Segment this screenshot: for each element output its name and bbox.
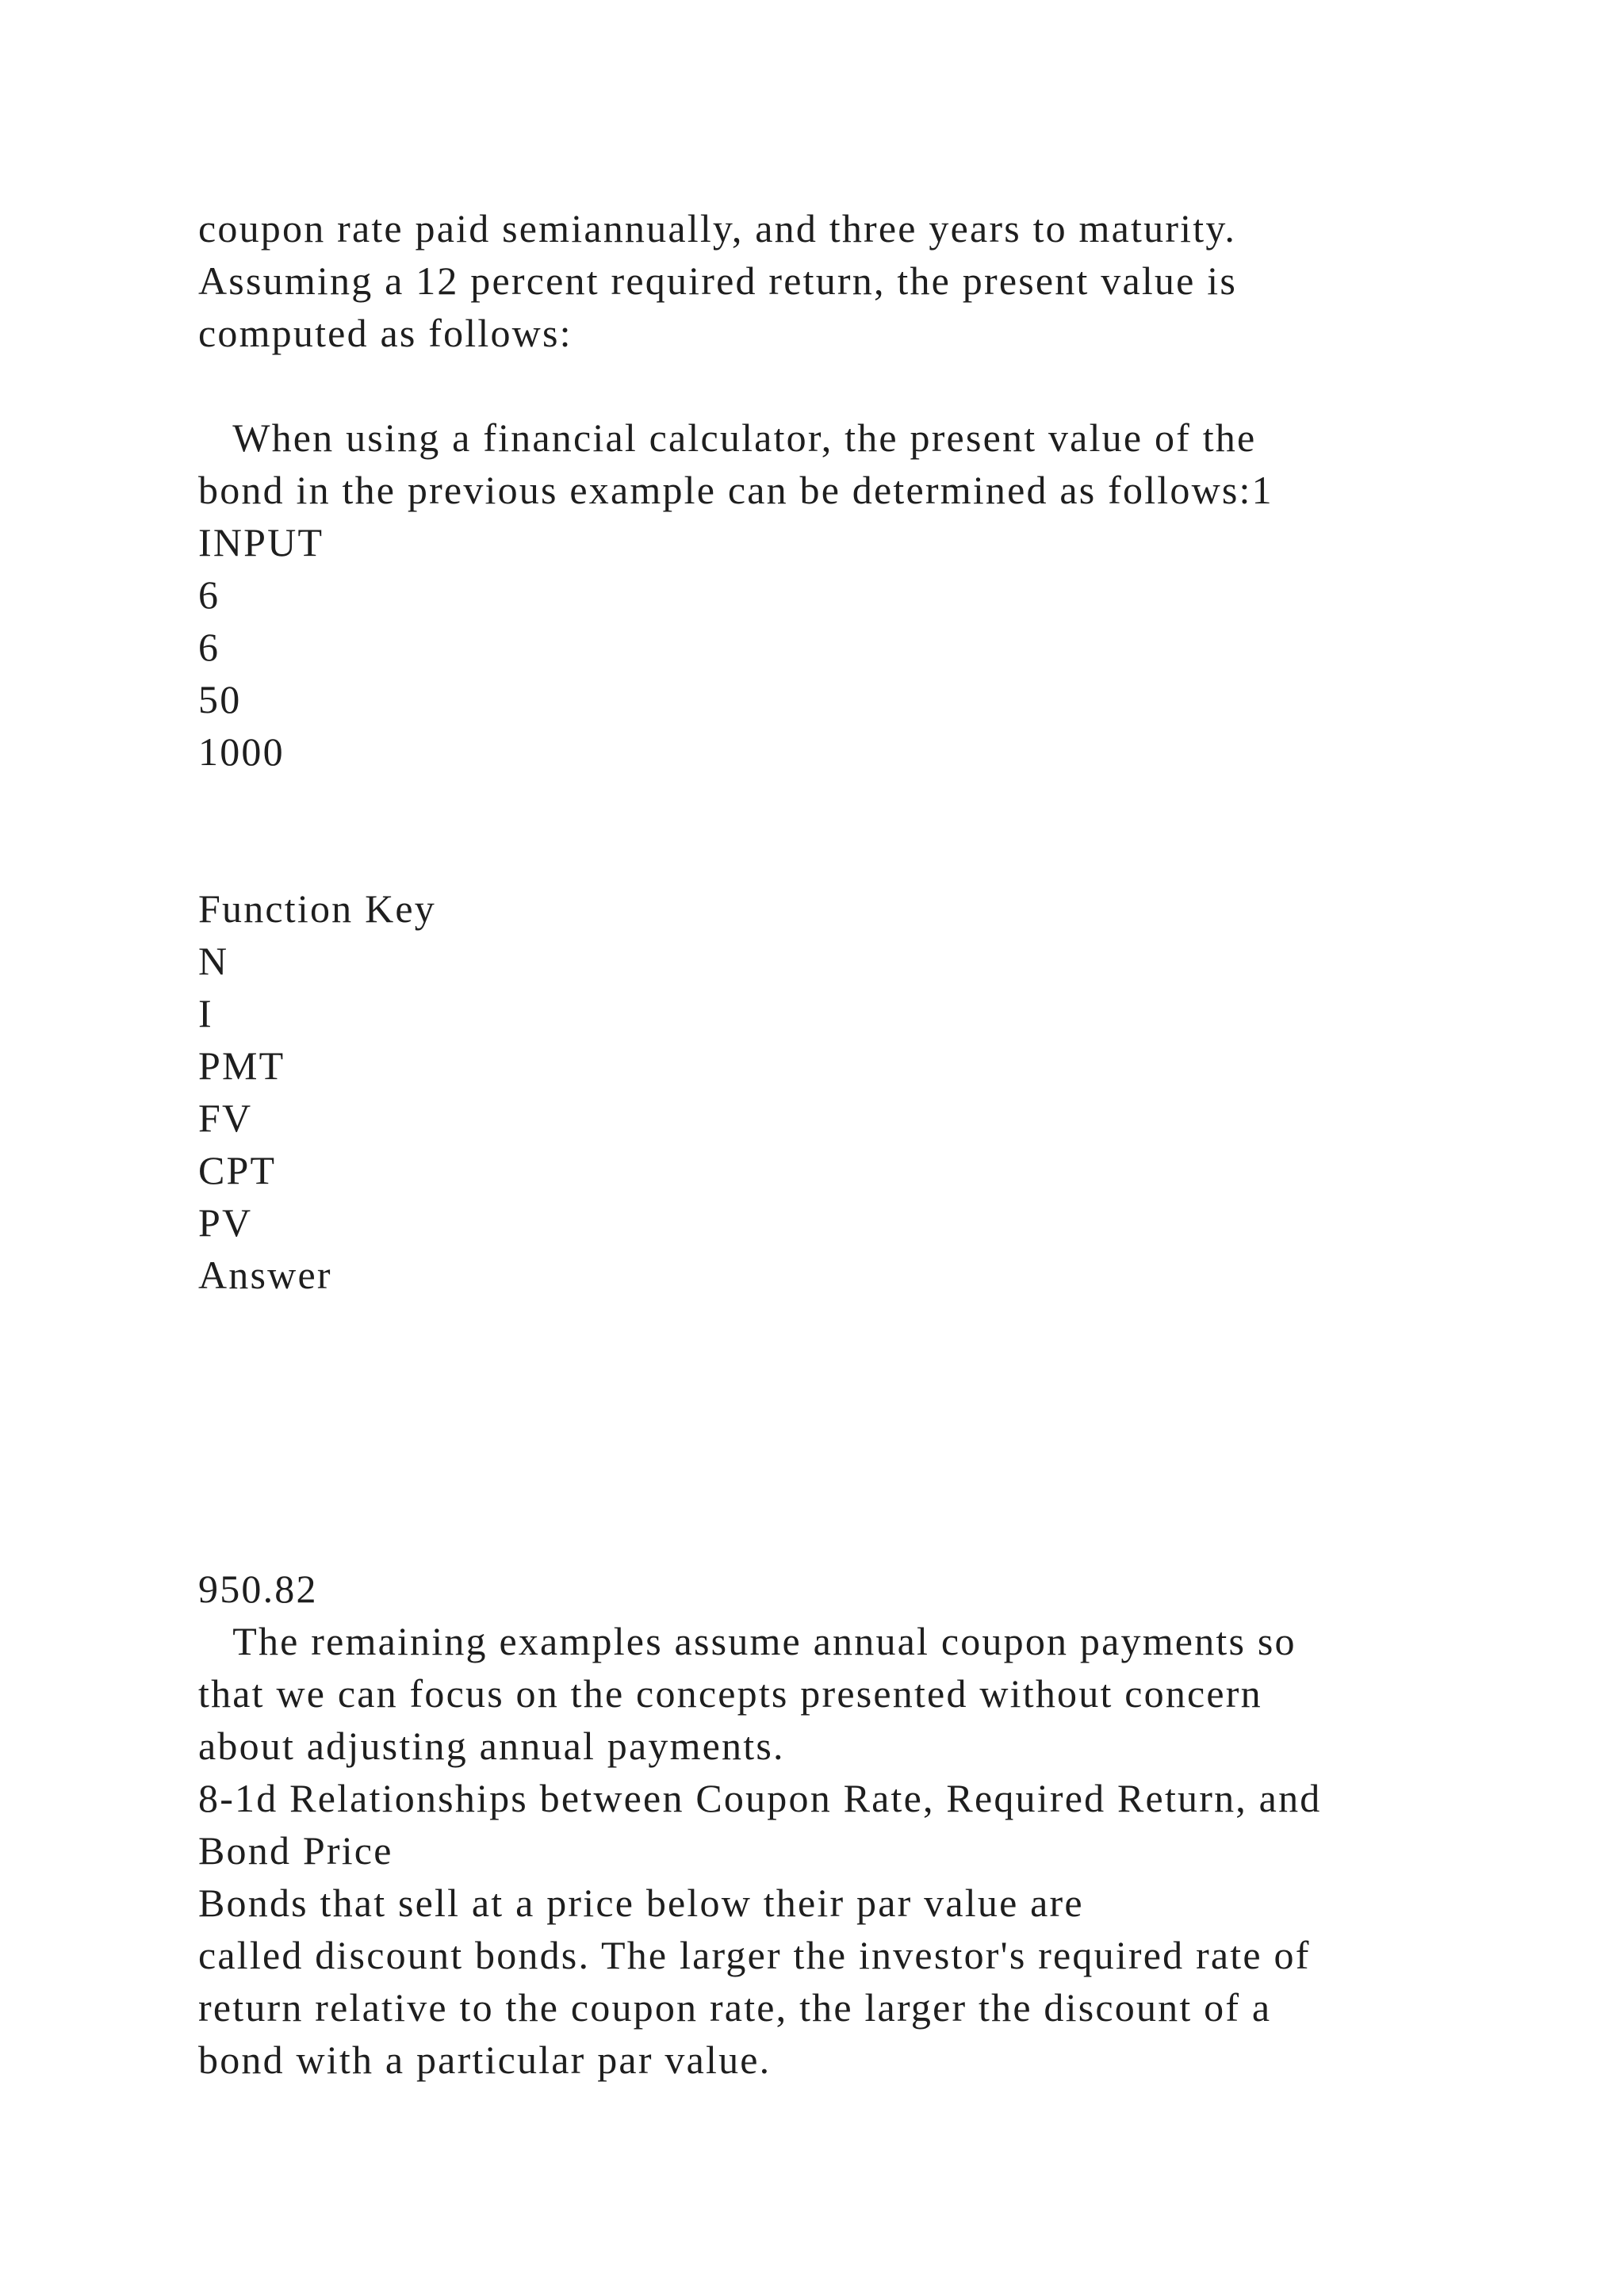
text-line: bond in the previous example can be determined as follows:1	[198, 468, 1274, 512]
blank-line	[198, 1406, 1483, 1458]
text-line: N	[198, 939, 229, 983]
text-line: 6	[198, 572, 220, 617]
blank-line	[198, 830, 1483, 882]
text-line: CPT	[198, 1148, 277, 1192]
blank-line	[198, 778, 1483, 830]
text-line: computed as follows:	[198, 311, 573, 355]
text-line: 950.82	[198, 1567, 318, 1611]
text-line: INPUT	[198, 520, 324, 564]
text-line: Bonds that sell at a price below their par value are	[198, 1881, 1084, 1925]
blank-line	[198, 1458, 1483, 1510]
text-line: Function Key	[198, 886, 436, 931]
text-line: The remaining examples assume annual coupon payments so	[198, 1619, 1297, 1663]
text-line: called discount bonds. The larger the investor's required rate of	[198, 1933, 1311, 1977]
blank-line	[198, 1510, 1483, 1563]
text-line: Assuming a 12 percent required return, the present value is	[198, 258, 1237, 303]
text-line: coupon rate paid semiannually, and three years to maturity.	[198, 206, 1237, 251]
blank-line	[198, 1301, 1483, 1353]
document-text	[198, 202, 1483, 2086]
text-line: PMT	[198, 1043, 285, 1088]
text-line: return relative to the coupon rate, the larger the discount of a	[198, 1985, 1272, 2030]
blank-line	[198, 1353, 1483, 1406]
text-line: Bond Price	[198, 1828, 393, 1873]
text-line: 1000	[198, 729, 285, 774]
text-line: 50	[198, 677, 242, 721]
text-line: that we can focus on the concepts presented without concern	[198, 1671, 1262, 1716]
text-line: 6	[198, 625, 220, 669]
text-line: about adjusting annual payments.	[198, 1724, 785, 1768]
text-line: When using a financial calculator, the present value of the	[198, 415, 1257, 460]
text-line: 8-1d Relationships between Coupon Rate, Required Return, and	[198, 1776, 1322, 1820]
text-line: PV	[198, 1200, 253, 1245]
text-line: FV	[198, 1096, 253, 1140]
text-line: Answer	[198, 1253, 332, 1297]
text-line: I	[198, 991, 213, 1035]
text-line: bond with a particular par value.	[198, 2038, 772, 2082]
blank-line	[198, 359, 1483, 411]
